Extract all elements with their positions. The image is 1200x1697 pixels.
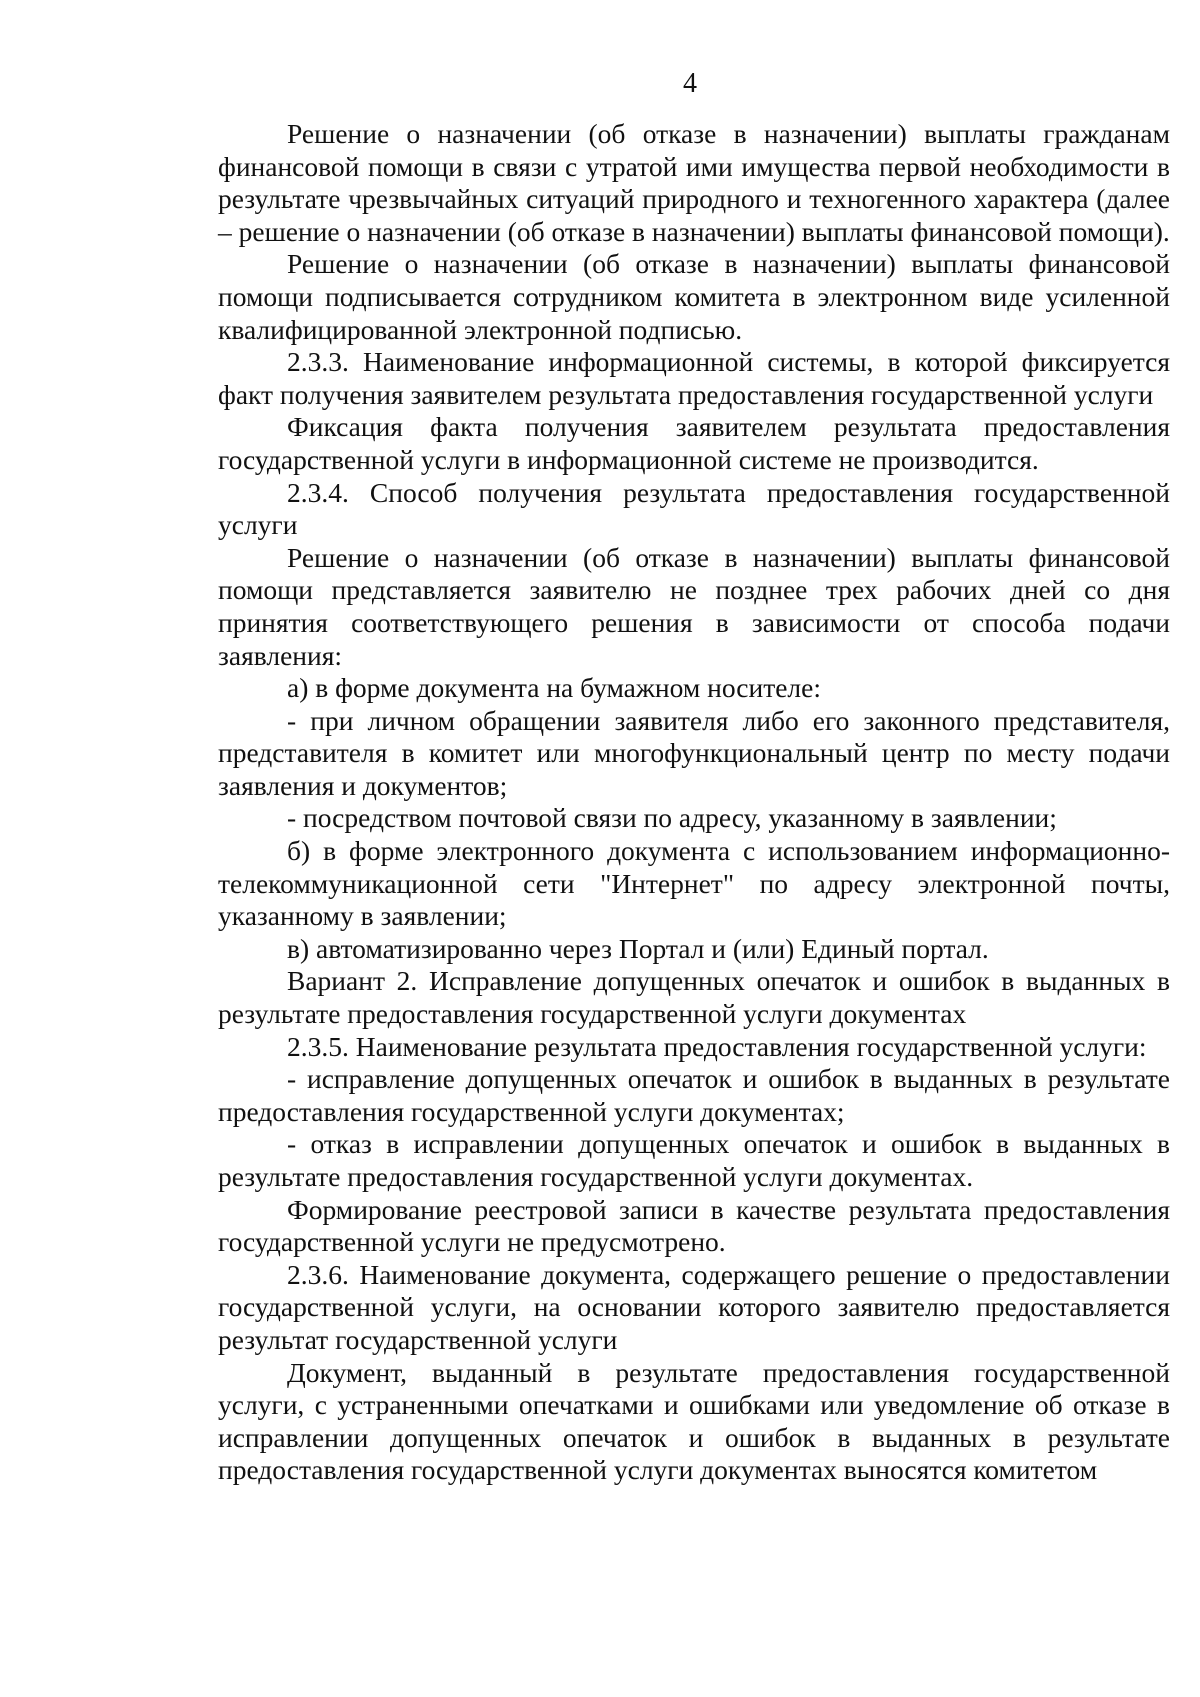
list-item-a: а) в форме документа на бумажном носителе: <box>287 672 821 704</box>
section-heading-2-3-6: 2.3.6. Наименование документа, содержащего решение о предоставлении государственной услуги, на основании которого заявителю предоставляется результат государственной услуги <box>218 1258 1170 1355</box>
paragraph-receipt-fixation: Фиксация факта получения заявителем результата предоставления государственной услуги в информационной системе не производится. <box>218 411 1170 475</box>
paragraph-registry-record: Формирование реестровой записи в качестве результата предоставления государственной услуги не предусмотрено. <box>218 1193 1170 1258</box>
list-subitem-correction: - исправление допущенных опечаток и ошибок в выданных в результате предоставления государственной услуги документах; <box>218 1063 1170 1127</box>
list-item-b: б) в форме электронного документа с использованием информационно-телекоммуникационной сети "Интернет" по адресу электронной почты, указанному в заявлении; <box>218 835 1170 932</box>
list-subitem-refusal: - отказ в исправлении допущенных опечаток и ошибок в выданных в результате предоставления государственной услуги документах. <box>218 1128 1170 1192</box>
paragraph-corrected-document: Документ, выданный в результате предоставления государственной услуги, с устраненными опечатками и ошибками или уведомление об отказе в исправлении допущенных опечаток и ошибок в выданных в результате предоставления государственной услуги документах выносятся комитетом <box>218 1356 1170 1486</box>
document-body <box>218 118 1170 1487</box>
paragraph-decision-definition: Решение о назначении (об отказе в назначении) выплаты гражданам финансовой помощи в связи с утратой ими имущества первой необходимости в результате чрезвычайных ситуаций природного и техногенного характера (далее – решение о назначении (об отказе в назначении) выплаты финансовой помощи). <box>218 118 1170 247</box>
paragraph-decision-delivery: Решение о назначении (об отказе в назначении) выплаты финансовой помощи представляется заявителю не позднее трех рабочих дней со дня принятия соответствующего решения в зависимости от способа подачи заявления: <box>218 541 1170 671</box>
list-item-v: в) автоматизированно через Портал и (или) Единый портал. <box>287 932 989 964</box>
list-subitem-post: - посредством почтовой связи по адресу, указанному в заявлении; <box>287 802 1057 834</box>
section-heading-2-3-3: 2.3.3. Наименование информационной системы, в которой фиксируется факт получения заявителем результата предоставления государственной услуги <box>218 346 1170 410</box>
page-number: 4 <box>683 68 697 99</box>
paragraph-decision-signing: Решение о назначении (об отказе в назначении) выплаты финансовой помощи подписывается сотрудником комитета в электронном виде усиленной квалифицированной электронной подписью. <box>218 248 1170 345</box>
variant-2-heading: Вариант 2. Исправление допущенных опечаток и ошибок в выданных в результате предоставления государственной услуги документах <box>218 965 1170 1030</box>
list-subitem-personal: - при личном обращении заявителя либо его законного представителя, представителя в комитет или многофункциональный центр по месту подачи заявления и документов; <box>218 704 1170 801</box>
section-heading-2-3-5: 2.3.5. Наименование результата предоставления государственной услуги: <box>287 1030 1147 1062</box>
section-heading-2-3-4: 2.3.4. Способ получения результата предоставления государственной услуги <box>218 476 1170 541</box>
